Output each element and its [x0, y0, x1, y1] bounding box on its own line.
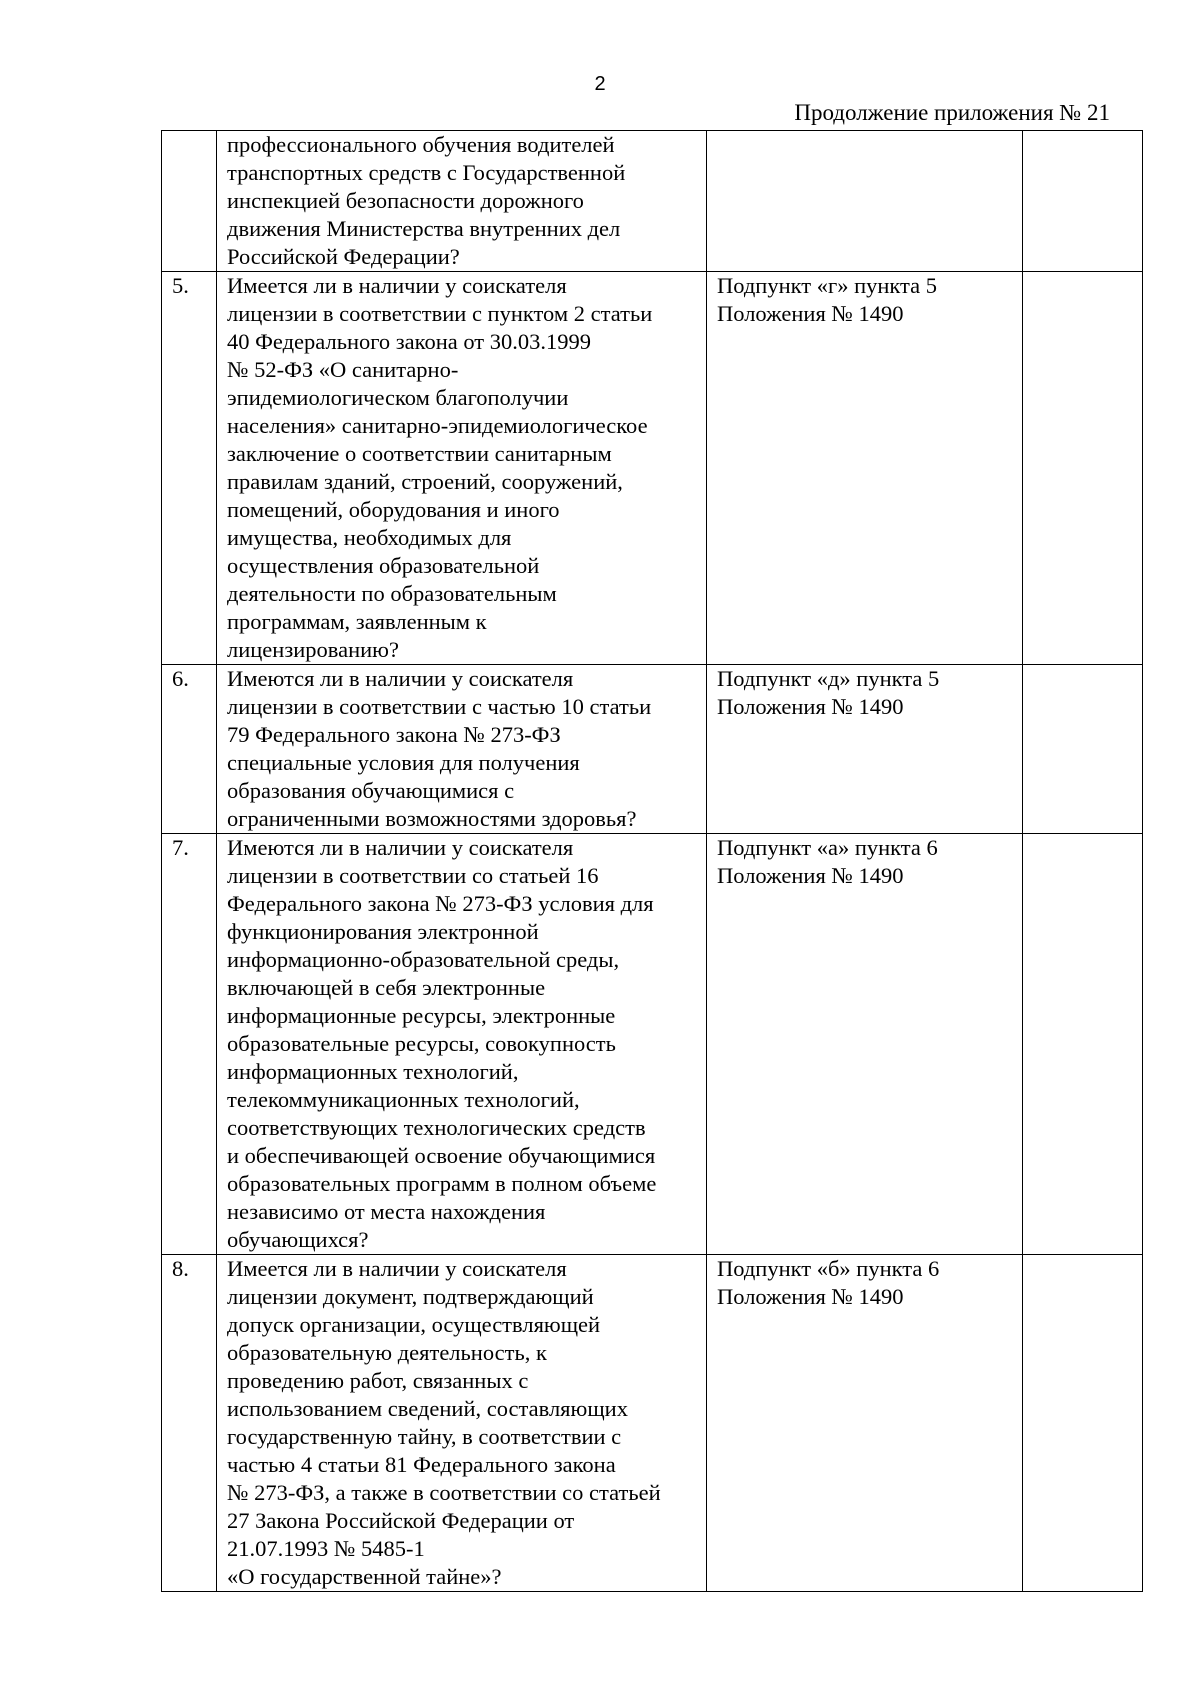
question-line: образования обучающимися с: [227, 778, 515, 803]
question-line: проведению работ, связанных с: [227, 1368, 529, 1393]
row-number: [162, 131, 217, 272]
question-line: 40 Федерального закона от 30.03.1999: [227, 329, 592, 354]
reference-line: Подпункт «б» пункта 6: [717, 1256, 940, 1281]
question-line: соответствующих технологических средств: [227, 1115, 646, 1140]
question-line: № 273-ФЗ, а также в соответствии со статьей: [227, 1480, 661, 1505]
question-line: Имеется ли в наличии у соискателя: [227, 1256, 567, 1281]
reference-line: Подпункт «г» пункта 5: [717, 273, 938, 298]
answer-cell: [1023, 272, 1143, 665]
question-cell: [217, 131, 707, 272]
answer-cell: [1023, 1255, 1143, 1592]
question-line: допуск организации, осуществляющей: [227, 1312, 601, 1337]
reference-cell: [707, 665, 1023, 834]
question-line: частью 4 статьи 81 Федерального закона: [227, 1452, 616, 1477]
answer-cell: [1023, 131, 1143, 272]
row-number: 8.: [162, 1255, 217, 1592]
question-line: 27 Закона Российской Федерации от: [227, 1508, 575, 1533]
question-line: Имеется ли в наличии у соискателя: [227, 273, 567, 298]
question-cell: [217, 834, 707, 1255]
reference-line: Положения № 1490: [717, 301, 904, 326]
answer-cell: [1023, 665, 1143, 834]
question-line: лицензии документ, подтверждающий: [227, 1284, 594, 1309]
continuation-header: Продолжение приложения № 21: [794, 100, 1110, 125]
table-row: [162, 272, 1143, 665]
reference-line: Положения № 1490: [717, 863, 904, 888]
question-line: использованием сведений, составляющих: [227, 1396, 628, 1421]
question-line: специальные условия для получения: [227, 750, 580, 775]
question-line: информационно-образовательной среды,: [227, 947, 620, 972]
question-line: информационные ресурсы, электронные: [227, 1003, 616, 1028]
question-line: и обеспечивающей освоение обучающимися: [227, 1143, 656, 1168]
reference-cell: [707, 131, 1023, 272]
question-line: инспекцией безопасности дорожного: [227, 188, 584, 213]
table-body: [162, 131, 1143, 1592]
question-line: Российской Федерации?: [227, 244, 460, 269]
question-cell: [217, 1255, 707, 1592]
question-line: лицензии в соответствии с пунктом 2 статьи: [227, 301, 653, 326]
question-line: лицензированию?: [227, 637, 399, 662]
question-line: образовательные ресурсы, совокупность: [227, 1031, 616, 1056]
question-line: деятельности по образовательным: [227, 581, 557, 606]
question-line: информационных технологий,: [227, 1059, 519, 1084]
reference-line: Положения № 1490: [717, 1284, 904, 1309]
question-line: правилам зданий, строений, сооружений,: [227, 469, 623, 494]
question-line: ограниченными возможностями здоровья?: [227, 806, 637, 831]
question-line: осуществления образовательной: [227, 553, 540, 578]
question-line: обучающихся?: [227, 1227, 369, 1252]
question-line: программам, заявленным к: [227, 609, 487, 634]
reference-cell: [707, 834, 1023, 1255]
requirements-table: [161, 130, 1143, 1592]
table-row: [162, 665, 1143, 834]
question-cell: [217, 272, 707, 665]
question-line: лицензии в соответствии со статьей 16: [227, 863, 599, 888]
row-number: 5.: [162, 272, 217, 665]
question-line: функционирования электронной: [227, 919, 539, 944]
question-line: населения» санитарно-эпидемиологическое: [227, 413, 648, 438]
question-line: образовательных программ в полном объеме: [227, 1171, 657, 1196]
question-line: № 52-ФЗ «О санитарно-: [227, 357, 459, 382]
row-number: 7.: [162, 834, 217, 1255]
question-line: включающей в себя электронные: [227, 975, 546, 1000]
question-line: образовательную деятельность, к: [227, 1340, 547, 1365]
answer-cell: [1023, 834, 1143, 1255]
question-line: Имеются ли в наличии у соискателя: [227, 666, 574, 691]
reference-cell: [707, 272, 1023, 665]
question-line: профессионального обучения водителей: [227, 132, 615, 157]
question-line: 21.07.1993 № 5485-1: [227, 1536, 425, 1561]
reference-line: Подпункт «д» пункта 5: [717, 666, 940, 691]
question-line: транспортных средств с Государственной: [227, 160, 626, 185]
question-line: эпидемиологическом благополучии: [227, 385, 569, 410]
reference-line: Положения № 1490: [717, 694, 904, 719]
reference-line: Подпункт «а» пункта 6: [717, 835, 938, 860]
reference-cell: [707, 1255, 1023, 1592]
page-number: 2: [594, 73, 606, 95]
question-line: независимо от места нахождения: [227, 1199, 546, 1224]
row-number: 6.: [162, 665, 217, 834]
question-line: лицензии в соответствии с частью 10 статьи: [227, 694, 652, 719]
question-line: помещений, оборудования и иного: [227, 497, 560, 522]
question-cell: [217, 665, 707, 834]
question-line: Имеются ли в наличии у соискателя: [227, 835, 574, 860]
question-line: «О государственной тайне»?: [227, 1564, 502, 1589]
table-row: [162, 834, 1143, 1255]
question-line: 79 Федерального закона № 273-ФЗ: [227, 722, 561, 747]
table-row: [162, 1255, 1143, 1592]
question-line: государственную тайну, в соответствии с: [227, 1424, 622, 1449]
question-line: Федерального закона № 273-ФЗ условия для: [227, 891, 654, 916]
question-line: имущества, необходимых для: [227, 525, 512, 550]
table-row: [162, 131, 1143, 272]
question-line: движения Министерства внутренних дел: [227, 216, 621, 241]
question-line: заключение о соответствии санитарным: [227, 441, 612, 466]
question-line: телекоммуникационных технологий,: [227, 1087, 580, 1112]
